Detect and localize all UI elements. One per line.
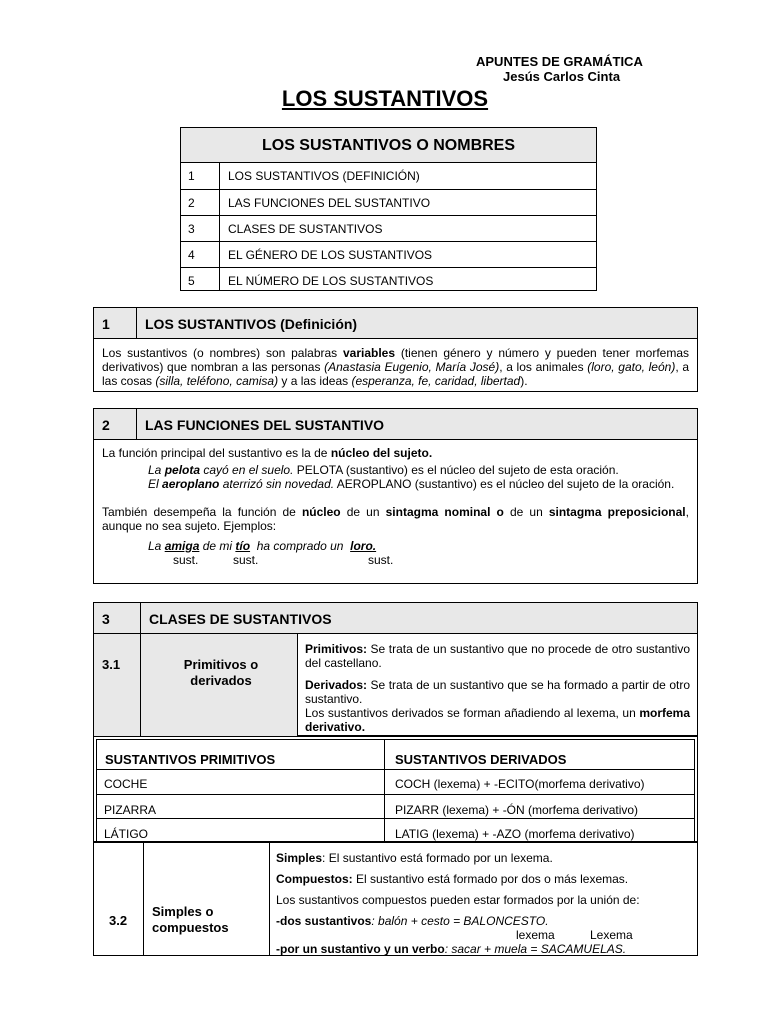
s2-tag: sust.	[233, 553, 259, 567]
toc-label: LOS SUSTANTIVOS (DEFINICIÓN)	[228, 169, 420, 183]
table-header-derivados: SUSTANTIVOS DERIVADOS	[395, 752, 567, 767]
toc-label: EL NÚMERO DE LOS SUSTANTIVOS	[228, 274, 434, 288]
s2-example-2: El aeroplano aterrizó sin novedad. AEROPLANO (sustantivo) es el núcleo del sujeto de la oración.	[148, 477, 675, 491]
section-title: LOS SUSTANTIVOS (Definición)	[145, 316, 358, 332]
section-num: 1	[102, 316, 110, 332]
toc-row	[181, 190, 596, 216]
table-cell: LATIG (lexema) + -AZO (morfema derivativo)	[395, 827, 635, 841]
s3-sustantivo-verbo: -por un sustantivo y un verbo: sacar + muela = SACAMUELAS.	[276, 942, 627, 956]
s2-example-1: La pelota cayó en el suelo. PELOTA (sustantivo) es el núcleo del sujeto de esta oración.	[148, 463, 619, 477]
s2-tag: sust.	[173, 553, 199, 567]
section-3	[93, 602, 698, 736]
section-1	[93, 307, 698, 392]
s2-intro: La función principal del sustantivo es la de núcleo del sujeto.	[102, 446, 433, 460]
table-cell: PIZARRA	[104, 803, 157, 817]
s3-primitivos-def: Primitivos: Se trata de un sustantivo que no procede de otro sustantivo del castellano.	[305, 642, 690, 670]
toc-num: 4	[188, 248, 195, 262]
s3-row-3-2	[93, 842, 698, 956]
subsection-num: 3.1	[102, 657, 121, 672]
derivation-table	[93, 736, 698, 842]
s3-simples-def: Simples: El sustantivo está formado por un lexema.	[276, 851, 553, 865]
doc-author: Jesús Carlos Cinta	[503, 69, 621, 84]
s3-row-3-1	[94, 634, 697, 737]
lexema-tag: lexema	[516, 928, 555, 942]
toc-label: LAS FUNCIONES DEL SUSTANTIVO	[228, 196, 431, 210]
subsection-num: 3.2	[109, 913, 128, 928]
s3-dos-sustantivos: -dos sustantivos: balón + cesto = BALONCESTO.	[276, 914, 549, 928]
section-1-header	[94, 308, 697, 339]
lexema-tag: Lexema	[590, 928, 633, 942]
section-2-header	[94, 409, 697, 440]
toc-label: CLASES DE SUSTANTIVOS	[228, 222, 383, 236]
toc-row	[181, 268, 596, 293]
section-2	[93, 408, 698, 584]
toc-num: 3	[188, 222, 195, 236]
toc-num: 1	[188, 169, 195, 183]
table-header-primitivos: SUSTANTIVOS PRIMITIVOS	[105, 752, 276, 767]
toc-row	[181, 216, 596, 242]
subsection-label: Primitivos o derivados	[183, 657, 259, 688]
toc-table	[180, 127, 597, 291]
toc-num: 2	[188, 196, 195, 210]
s2-example-3: La amiga de mi tío ha comprado un loro.	[148, 539, 377, 553]
s3-derivados-def: Derivados: Se trata de un sustantivo que se ha formado a partir de otro sustantivo.	[305, 678, 690, 706]
toc-label: EL GÉNERO DE LOS SUSTANTIVOS	[228, 248, 433, 262]
section-3-header	[94, 603, 697, 634]
toc-num: 5	[188, 274, 195, 288]
section-num: 2	[102, 417, 110, 433]
table-cell: COCHE	[104, 777, 148, 791]
table-cell: COCH (lexema) + -ECITO(morfema derivativo)	[395, 777, 645, 791]
toc-title: LOS SUSTANTIVOS O NOMBRES	[181, 128, 596, 163]
section-title: LAS FUNCIONES DEL SUSTANTIVO	[145, 417, 385, 433]
section-num: 3	[102, 611, 110, 627]
table-cell: LÁTIGO	[104, 827, 149, 841]
section-title: CLASES DE SUSTANTIVOS	[149, 611, 332, 627]
page-title: LOS SUSTANTIVOS	[281, 86, 489, 111]
s3-compuestos-def: Compuestos: El sustantivo está formado por dos o más lexemas.	[276, 872, 629, 886]
subsection-label: Simples o compuestos	[152, 904, 229, 935]
toc-row	[181, 163, 596, 190]
section-1-text: Los sustantivos (o nombres) son palabras variables (tienen género y número y pueden tener morfemas derivativos) que nombran a las personas (Anastasia Eugenio, María José), a los animales (loro, gato, león), a las cosas (silla, teléfono, camisa) y a las ideas (esperanza, fe, caridad, libertad).	[102, 346, 689, 388]
s3-compuestos-note: Los sustantivos compuestos pueden estar formados por la unión de:	[276, 893, 640, 907]
doc-subject: APUNTES DE GRAMÁTICA	[476, 54, 643, 69]
s3-derivados-note: Los sustantivos derivados se forman añadiendo al lexema, un morfema derivativo.	[305, 706, 690, 734]
table-cell: PIZARR (lexema) + -ÓN (morfema derivativo)	[395, 803, 639, 817]
s2-paragraph-2: También desempeña la función de núcleo de un sintagma nominal o de un sintagma preposicional, aunque no sea sujeto. Ejemplos:	[102, 505, 689, 533]
s2-tag: sust.	[368, 553, 394, 567]
toc-row	[181, 242, 596, 268]
